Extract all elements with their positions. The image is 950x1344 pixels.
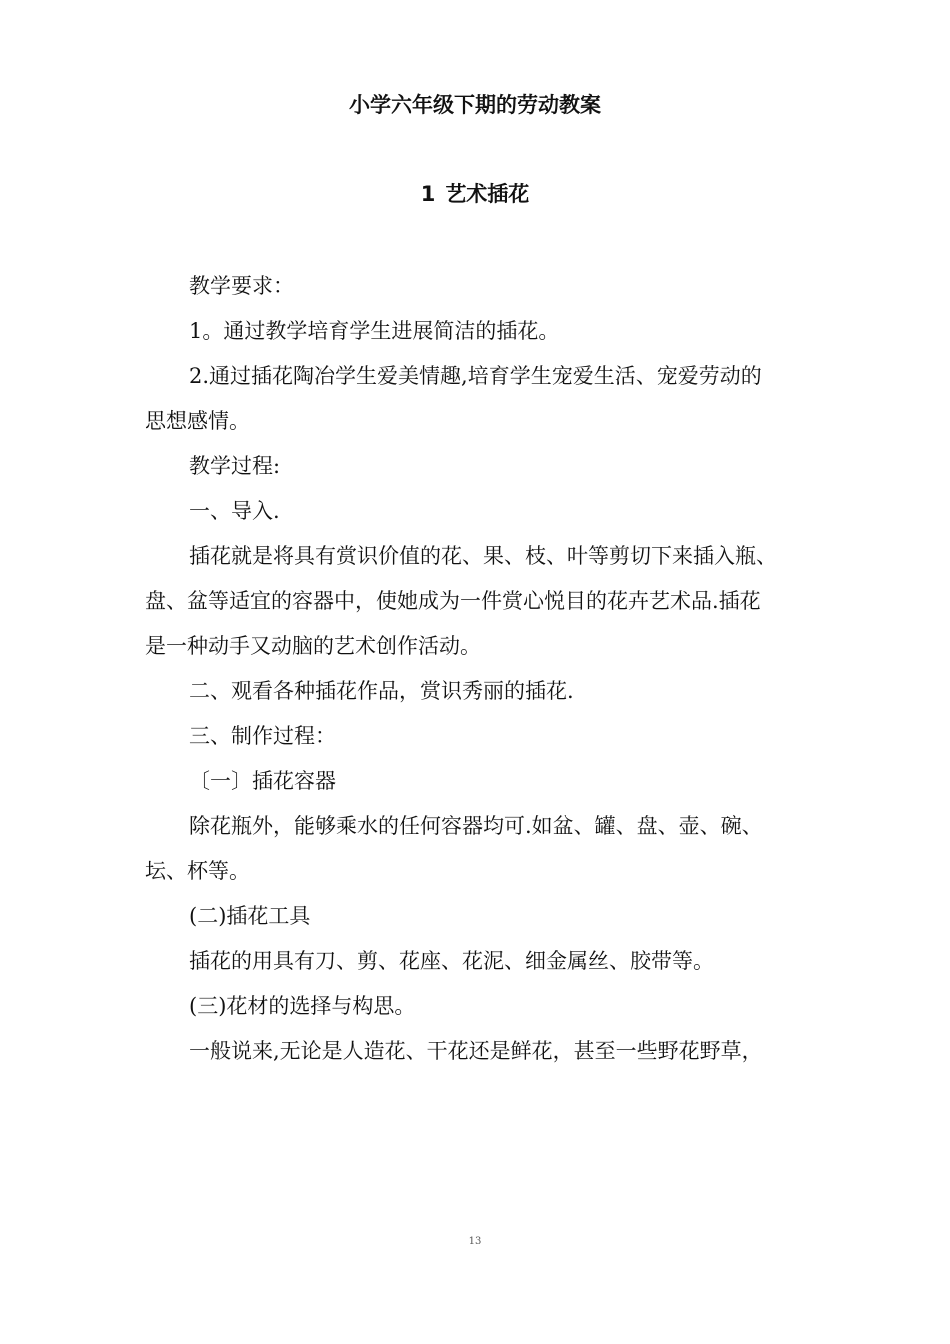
text-line: 盘、盆等适宜的容器中，使她成为一件赏心悦目的花卉艺术品.插花 bbox=[145, 589, 761, 613]
text-line: 坛、杯等。 bbox=[145, 859, 250, 883]
text-line: 二、观看各种插花作品，赏识秀丽的插花. bbox=[189, 679, 574, 703]
text-line: 是一种动手又动脑的艺术创作活动。 bbox=[145, 634, 481, 658]
paragraph bbox=[145, 309, 805, 354]
text-line: 〔一〕插花容器 bbox=[189, 769, 336, 793]
text-line: 插花的用具有刀、剪、花座、花泥、细金属丝、胶带等。 bbox=[189, 949, 714, 973]
document-title: 小学六年级下期的劳动教案 bbox=[349, 93, 601, 117]
paragraph bbox=[145, 669, 805, 714]
text-line: 思想感情。 bbox=[145, 409, 250, 433]
paragraph bbox=[145, 984, 805, 1029]
text-line: 教学过程: bbox=[189, 454, 281, 478]
paragraph bbox=[145, 894, 805, 939]
text-line: 除花瓶外，能够乘水的任何容器均可.如盆、罐、盘、壶、碗、 bbox=[189, 814, 763, 838]
text-line: 2.通过插花陶冶学生爱美情趣,培育学生宠爱生活、宠爱劳动的 bbox=[189, 364, 762, 388]
text-line: 教学要求： bbox=[189, 274, 294, 298]
page-number: 13 bbox=[468, 1236, 482, 1247]
text-line: 三、制作过程： bbox=[189, 724, 336, 748]
paragraph bbox=[145, 264, 805, 309]
paragraph bbox=[145, 444, 805, 489]
text-line: 一、导入. bbox=[189, 499, 280, 523]
text-line: (二)插花工具 bbox=[189, 904, 311, 928]
lesson-body bbox=[145, 264, 805, 1074]
lesson-heading bbox=[0, 179, 950, 209]
paragraph bbox=[145, 759, 805, 804]
text-line: 一般说来,无论是人造花、干花还是鲜花，甚至一些野花野草， bbox=[189, 1039, 763, 1063]
paragraph bbox=[145, 939, 805, 984]
lesson-name: 艺术插花 bbox=[445, 182, 530, 206]
paragraph bbox=[145, 1029, 805, 1074]
paragraph bbox=[145, 354, 805, 444]
text-line: (三)花材的选择与构思。 bbox=[189, 994, 416, 1018]
paragraph bbox=[145, 804, 805, 894]
paragraph bbox=[145, 534, 805, 669]
paragraph bbox=[145, 714, 805, 759]
text-line: 1。通过教学培育学生进展简洁的插花。 bbox=[189, 319, 560, 343]
text-line: 插花就是将具有赏识价值的花、果、枝、叶等剪切下来插入瓶、 bbox=[189, 544, 777, 568]
lesson-number: 1 bbox=[420, 182, 436, 206]
paragraph bbox=[145, 489, 805, 534]
